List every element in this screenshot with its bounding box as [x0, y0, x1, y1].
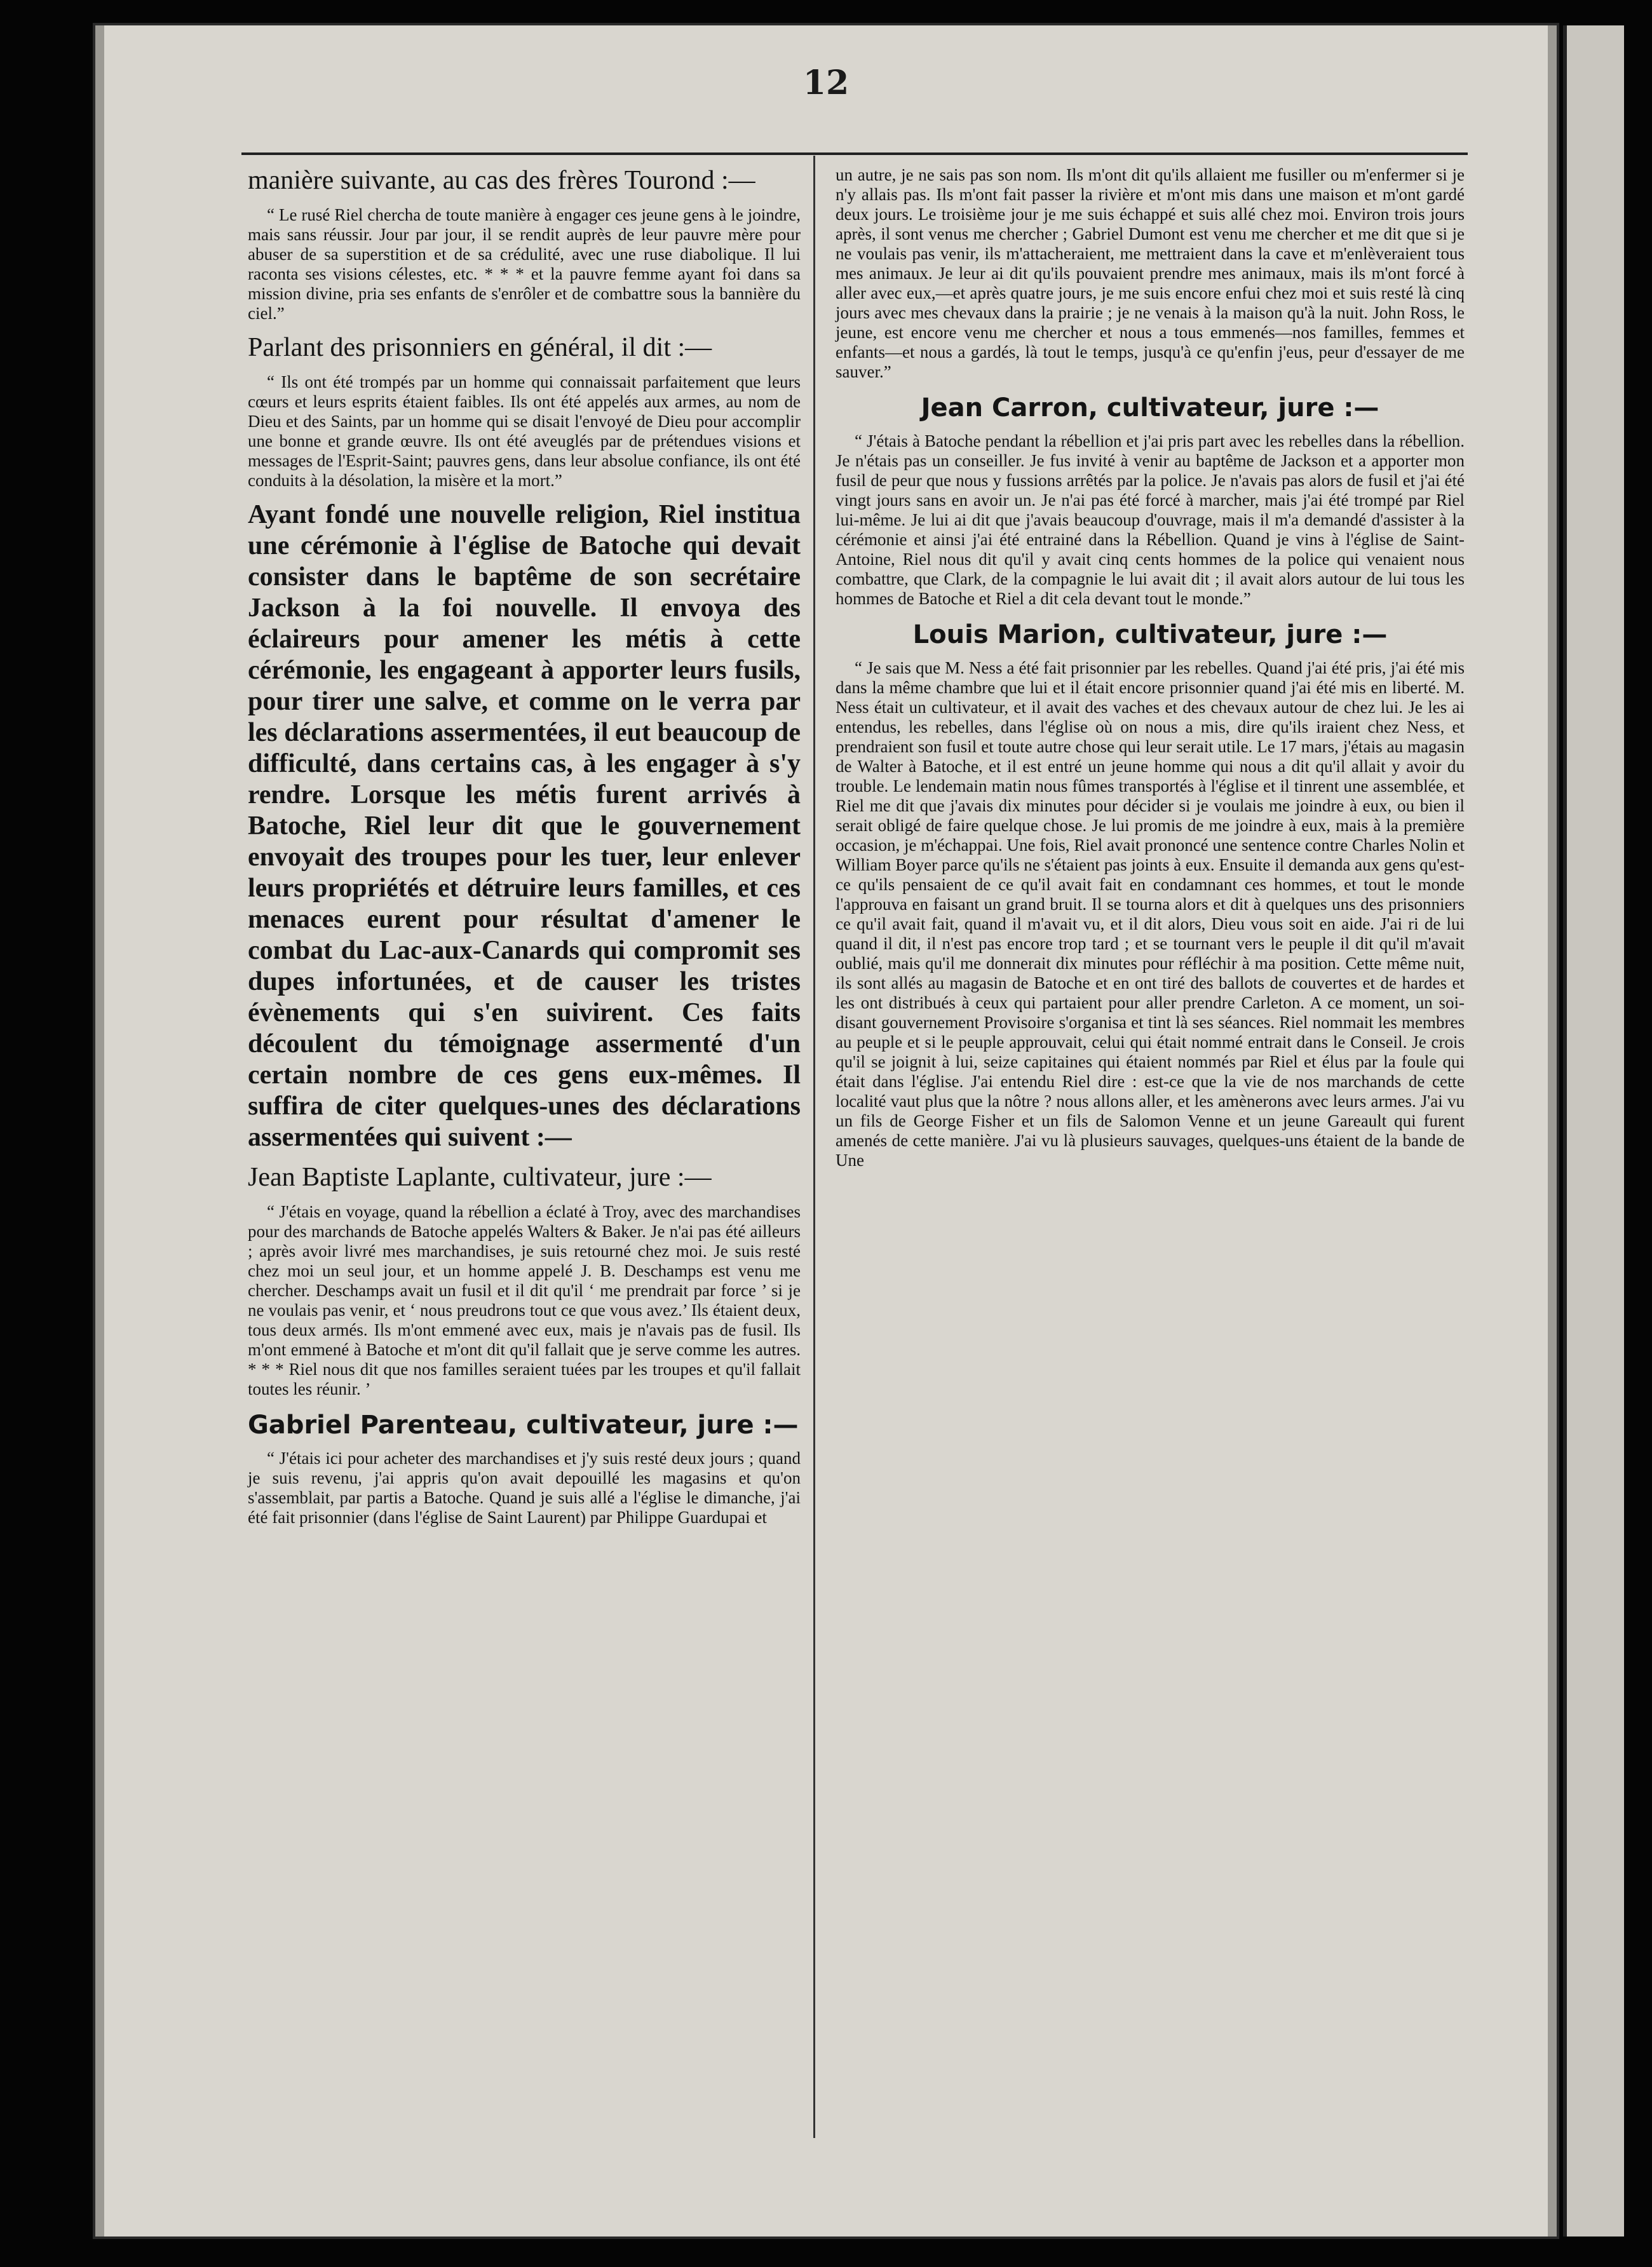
body-paragraph: manière suivante, au cas des frères Tourond :—	[248, 166, 755, 195]
witness-heading: Gabriel Parenteau, cultivateur, jure :—	[248, 1411, 799, 1440]
body-paragraph: Parlant des prisonniers en général, il dit :—	[248, 333, 712, 362]
body-paragraph-bold: Ayant fondé une nouvelle religion, Riel institua une cérémonie à l'église de Batoche qui devait consister dans le baptême de son secrétaire Jackson à la foi nouvelle. Il envoya des éclaireurs pour amener les métis à cette cérémonie, les engageant à apporter leurs fusils, pour tirer une salve, et comme on le verra par les déclarations assermentées, il eut beaucoup de difficulté, dans certains cas, à les engager à s'y rendre. Lorsque les métis furent arrivés à Batoche, Riel leur dit que le gouvernement envoyait des troupes pour les tuer, leur enlever leurs propriétés et détruire leurs familles, et ces menaces eurent pour résultat d'amener le combat du Lac-aux-Canards qui compromit ses dupes infortunées, et de causer les tristes évènements qui s'en suivirent. Ces faits découlent du témoignage assermenté d'un certain nombre de ces gens eux-mêmes. Il suffira de citer quelques-unes des déclarations assermentées qui suivent :—	[248, 500, 801, 1152]
quoted-testimony: “ J'étais ici pour acheter des marchandises et j'y suis resté deux jours ; quand je suis revenu, j'ai appris qu'on avait depouillé les magasins et qu'on s'assemblait, par partis a Batoche. Quand je suis allé a l'église le dimanche, j'ai été fait prisonnier (dans l'église de Saint Laurent) par Philippe Guardupai et	[248, 1449, 801, 1527]
witness-heading: Jean Baptiste Laplante, cultivateur, jure :—	[248, 1163, 712, 1192]
right-column	[836, 165, 1465, 1179]
quoted-testimony: “ Je sais que M. Ness a été fait prisonnier par les rebelles. Quand j'ai été pris, j'ai été mis dans la même chambre que lui et il était encore prisonnier quand j'ai été mis en liberté. M. Ness était un cultivateur, et il avait des vaches et des chevaux autour de chez lui. Je les ai entendus, les rebelles, dans l'église où on nous a mis, dire qu'ils iraient chez Ness, et prendraient son fusil et toute autre chose qui leur serait utile. Le 17 mars, j'étais au magasin de Walter à Batoche, et il est entré un jeune homme qui nous a dit qu'il allait y avoir du trouble. Le lendemain matin nous fûmes transportés à l'église et il tinrent une assemblée, et Riel me dit que j'avais dix minutes pour décider si je voulais me joindre à eux, ou bien il serait obligé de faire quelque chose. Je lui promis de me joindre à eux, mais à la première occasion, je m'échappai. Une fois, Riel avait prononcé une sentence contre Charles Nolin et William Boyer parce qu'ils ne s'étaient pas joints à eux. Ensuite il demanda aux gens qu'est-ce qu'ils pensaient de ce qu'il avait fait en condamnant ces hommes, et tout le monde l'approuva en faisant un grand bruit. Il se tourna alors et dit à quelques uns des prisonniers ce qu'il avait fait, quand il m'avait vu, et il dit alors, Dieu vous soit en aide. J'ai ri de lui quand il dit, il n'est pas encore trop tard ; et se tournant vers le peuple il dit qu'il m'avait oublié, mais qu'il me donnerait dix minutes pour réfléchir à ma position. Cette même nuit, ils sont allés au magasin de Batoche et en ont tiré des ballots de couvertes et de hardes et les ont distribués à ceux qui partaient pour aller prendre Carleton. A ce moment, un soi-disant gouvernement Provisoire s'organisa et tint là ses séances. Riel nommait les membres au peuple et si le peuple approuvait, celui qui était nommé entrait dans le Conseil. Je crois qu'il se joignit à lui, seize capitaines qui étaient nommés par Riel et élus par la foule qui était dans l'église. J'ai entendu Riel dire : est-ce que la vie de nos marchands de cette localité vaut plus que la nôtre ? nous allons aller, et les amènerons avec leurs armes. J'ai vu un fils de George Fisher et un fils de Salomon Venne et un jeune Gareault qui furent amenés de cette manière. J'ai vu là plusieurs sauvages, quelques-uns étaient de la bande de Une	[836, 658, 1465, 1170]
left-column	[248, 165, 801, 1536]
adjacent-page-strip	[1563, 25, 1624, 2237]
quoted-testimony: “ Ils ont été trompés par un homme qui connaissait parfaitement que leurs cœurs et leurs esprits étaient faibles. Ils ont été appelés aux armes, au nom de Dieu et des Saints, par un homme qui se disait l'envoyé de Dieu pour accomplir une bonne et grande œuvre. Ils ont été aveuglés par de prétendues visions et messages de l'Esprit-Saint; pauvres gens, dans leur absolue confiance, ils ont été conduits à la désolation, la misère et la mort.”	[248, 372, 801, 490]
witness-heading: Louis Marion, cultivateur, jure :—	[912, 620, 1388, 649]
header-rule	[241, 152, 1468, 155]
page-number: 12	[802, 64, 850, 102]
scanned-page	[95, 25, 1557, 2237]
page-edge-left	[95, 25, 104, 2237]
witness-heading: Jean Carron, cultivateur, jure :—	[921, 393, 1379, 423]
quoted-testimony: “ J'étais en voyage, quand la rébellion a éclaté à Troy, avec des marchandises pour des marchands de Batoche appelés Walters & Baker. Je n'ai pas été ailleurs ; après avoir livré mes marchandises, je suis retourné chez moi. Je suis resté chez moi un seul jour, et un homme appelé J. B. Deschamps est venu me chercher. Deschamps avait un fusil et il dit qu'il ‘ me prendrait par force ’ si je ne voulais pas venir, et ‘ nous preudrons tout ce que vous avez.’ Ils étaient deux, tous deux armés. Ils m'ont emmené avec eux, mais je n'avais pas de fusil. Ils m'ont emmené à Batoche et m'ont dit qu'il fallait que je serve comme les autres. * * * Riel nous dit que nos familles seraient tuées par les troupes et qu'il fallait toutes les réunir. ’	[248, 1202, 801, 1398]
column-divider	[813, 156, 815, 2138]
page-edge-right	[1548, 25, 1557, 2237]
quoted-testimony: “ Le rusé Riel chercha de toute manière à engager ces jeune gens à le joindre, mais sans réussir. Jour par jour, il se rendit auprès de leur pauvre mère pour abuser de sa superstition et de sa crédulité, avec une ruse diabolique. Il lui raconta ses visions célestes, etc. * * * et la pauvre femme ayant foi dans sa mission divine, pria ses enfants de s'enrôler et de combattre sous la bannière du ciel.”	[248, 205, 801, 323]
quoted-testimony: un autre, je ne sais pas son nom. Ils m'ont dit qu'ils allaient me fusiller ou m'enfermer si je n'y allais pas. Ils m'ont fait passer la rivière et m'ont mis dans une maison et m'ont gardé deux jours. Le troisième jour je me suis échappé et suis allé chez moi. Environ trois jours après, il sont venus me chercher ; Gabriel Dumont est venu me chercher et me dit que si je ne voulais pas venir, ils m'attacheraient, me mettraient dans la cave et m'enlèveraient tous mes animaux. Je leur ai dit qu'ils pouvaient prendre mes animaux, mais ils m'ont forcé à aller avec eux,—et après quatre jours, je me suis encore enfui chez moi et suis resté là cinq jours avec mes chevaux dans la prairie ; je ne venais à la maison qu'à la nuit. John Ross, le jeune, est encore venu me chercher et nous a tous emmenés—nos familles, femmes et enfants—et nous a gardés, là tout le temps, jusqu'à ce qu'enfin j'eus, peur d'essayer de me sauver.”	[836, 165, 1465, 381]
quoted-testimony: “ J'étais à Batoche pendant la rébellion et j'ai pris part avec les rebelles dans la rébellion. Je n'étais pas un conseiller. Je fus invité à venir au baptême de Jackson et a apporter mon fusil de peur que nous y fussions arrêtés par la police. Je n'avais pas alors de fusil et j'ai été vingt jours sans en avoir un. Je n'ai pas été forcé à marcher, mais j'ai été trompé par Riel lui-même. Je lui ai dit que j'avais beaucoup d'ouvrage, mais il m'a demandé d'assister à la cérémonie et ainsi j'ai été entrainé dans la Rébellion. Quand je vins à l'église de Saint-Antoine, Riel nous dit qu'il y avait cinq cents hommes de la police qui venaient nous combattre, que Clark, de la compagnie le lui avait dit ; il avait alors autour de lui tous les hommes de Batoche et Riel a dit cela devant tout le monde.”	[836, 431, 1465, 608]
